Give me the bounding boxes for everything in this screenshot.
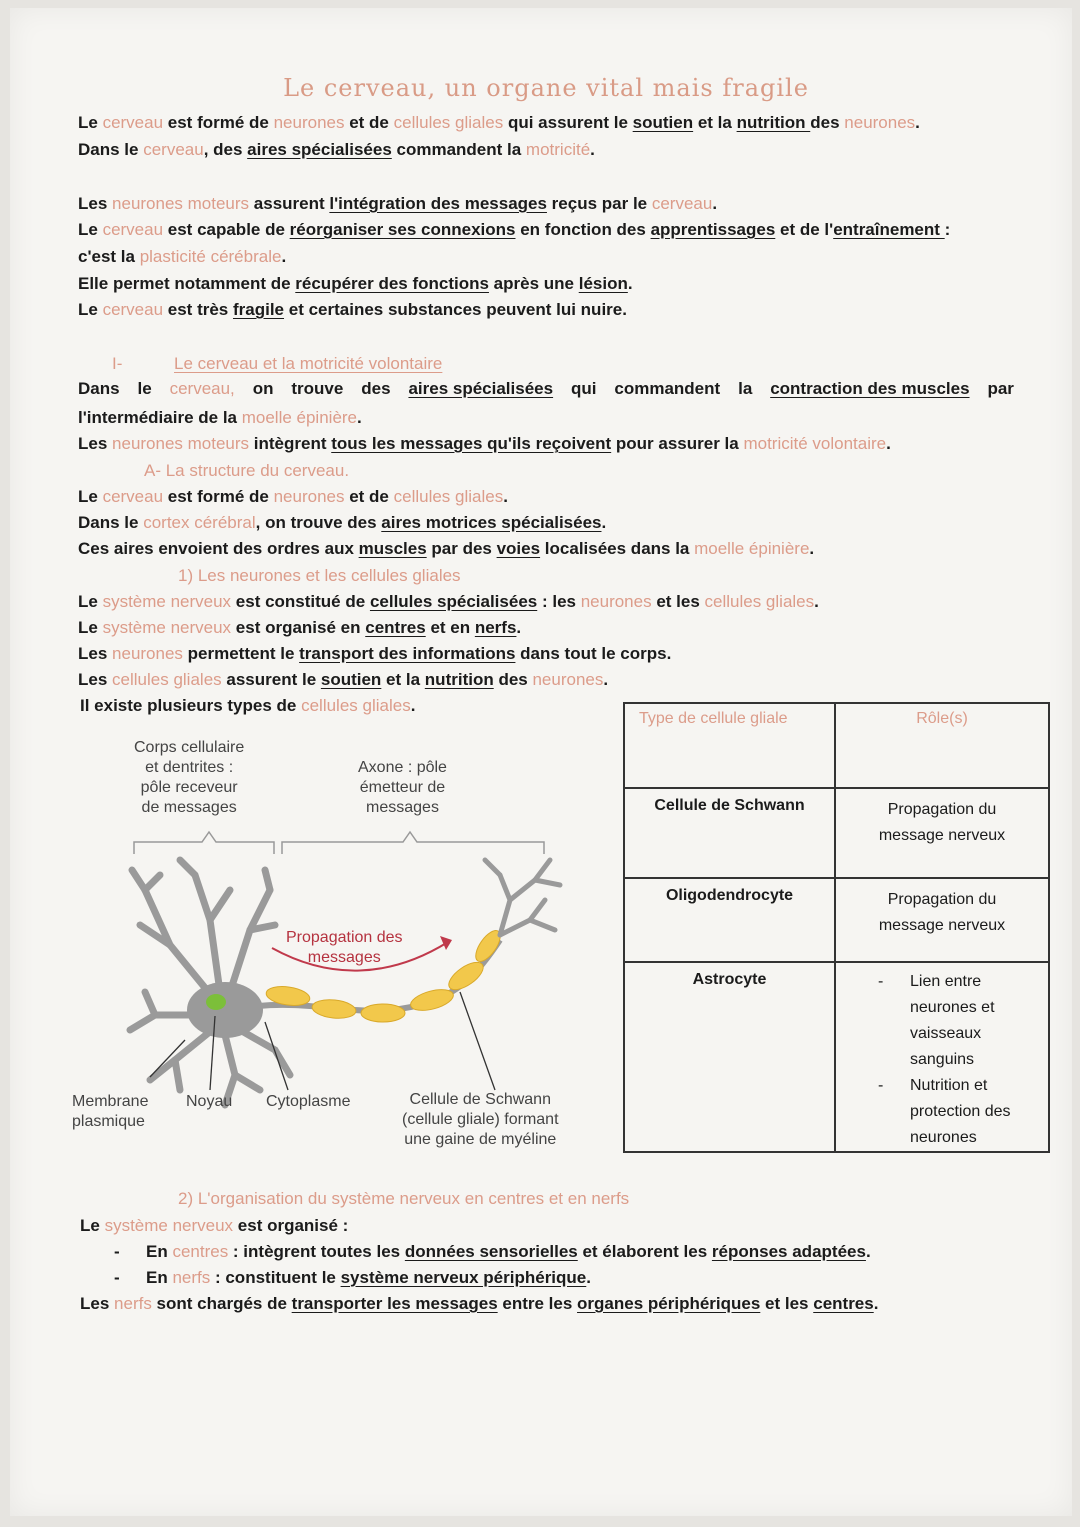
- bullet-dash: -: [114, 1268, 120, 1287]
- label-noyau: Noyau: [186, 1093, 233, 1110]
- intro-line-1: Le cerveau est formé de neurones et de cellules gliales qui assurent le soutien et la nutrition des neurones.: [78, 113, 920, 132]
- page-title: Le cerveau, un organe vital mais fragile: [283, 74, 809, 102]
- subsection-1-line-5: Il existe plusieurs types de cellules gliales.: [80, 696, 416, 715]
- subsection-2-heading: 2) L'organisation du système nerveux en centres et en nerfs: [178, 1189, 630, 1208]
- nucleus: [206, 994, 226, 1010]
- section-1-line-1: Dans le cerveau, on trouve des aires spécialisées qui commandent la contraction des muscles par: [78, 379, 1014, 398]
- bracket-axone: [282, 832, 544, 854]
- cell-type: Oligodendrocyte: [624, 878, 835, 962]
- role-item: - Lien entre neurones et vaisseaux sanguins: [836, 969, 1048, 1073]
- section-a-line-3: Ces aires envoient des ordres aux muscles par des voies localisées dans la moelle épinière.: [78, 539, 815, 558]
- table-row: [624, 878, 1049, 962]
- section-1-line-2: l'intermédiaire de la moelle épinière.: [78, 408, 362, 427]
- label-schwann: Cellule de Schwann (cellule gliale) formant une gaine de myéline: [402, 1091, 559, 1148]
- bullet-dash: -: [114, 1242, 120, 1261]
- header-type: Type de cellule gliale: [624, 703, 835, 788]
- bracket-corps: [134, 832, 274, 854]
- subsection-2-bullet-2: En nerfs : constituent le système nerveux périphérique.: [146, 1268, 591, 1287]
- table-row: [624, 788, 1049, 878]
- subsection-1-line-3: Les neurones permettent le transport des informations dans tout le corps.: [78, 644, 672, 663]
- label-axone: Axone : pôle émetteur de messages: [358, 759, 447, 816]
- section-a-line-1: Le cerveau est formé de neurones et de cellules gliales.: [78, 487, 508, 506]
- subsection-1-heading: 1) Les neurones et les cellules gliales: [178, 566, 461, 585]
- cell-type: Cellule de Schwann: [624, 788, 835, 878]
- cell-type: Astrocyte: [624, 962, 835, 1152]
- subsection-2-line-2: Les nerfs sont chargés de transporter les messages entre les organes périphériques et les centres.: [80, 1294, 879, 1313]
- subsection-2-line-1: Le système nerveux est organisé :: [80, 1216, 349, 1235]
- glial-cell-table: [623, 702, 1050, 1153]
- intro-line-5: c'est la plasticité cérébrale.: [78, 247, 287, 266]
- intro-line-6: Elle permet notamment de récupérer des fonctions après une lésion.: [78, 274, 633, 293]
- label-corps-cellulaire: Corps cellulaire et dentrites : pôle receveur de messages: [134, 739, 245, 816]
- propagation-arrowhead: [440, 936, 452, 950]
- axon-terminals: [485, 860, 560, 935]
- table-row: [624, 962, 1049, 1152]
- cell-role: [835, 962, 1049, 1152]
- intro-line-4: Le cerveau est capable de réorganiser ses connexions en fonction des apprentissages et de l'entraînement :: [78, 220, 951, 239]
- subsection-1-line-1: Le système nerveux est constitué de cellules spécialisées : les neurones et les cellules gliales.: [78, 592, 819, 611]
- label-cytoplasme: Cytoplasme: [266, 1093, 351, 1110]
- intro-line-2: Dans le cerveau, des aires spécialisées commandent la motricité.: [78, 140, 595, 159]
- label-membrane: Membrane plasmique: [72, 1093, 149, 1130]
- role-item: - Nutrition et protection des neurones: [836, 1073, 1048, 1151]
- subsection-1-line-4: Les cellules gliales assurent le soutien et la nutrition des neurones.: [78, 670, 609, 689]
- cell-role: Propagation du message nerveux: [835, 878, 1049, 962]
- intro-line-3: Les neurones moteurs assurent l'intégration des messages reçus par le cerveau.: [78, 194, 718, 213]
- cell-role: Propagation du message nerveux: [835, 788, 1049, 878]
- section-1-line-3: Les neurones moteurs intègrent tous les messages qu'ils reçoivent pour assurer la motricité volontaire.: [78, 434, 891, 453]
- subsection-1-line-2: Le système nerveux est organisé en centres et en nerfs.: [78, 618, 522, 637]
- section-a-heading: A- La structure du cerveau.: [144, 461, 350, 480]
- header-role: Rôle(s): [835, 703, 1049, 788]
- dendrites: [130, 860, 290, 1105]
- section-1-number: I-: [112, 354, 123, 373]
- cell-body: [187, 982, 263, 1038]
- label-propagation: Propagation des messages: [286, 929, 403, 966]
- section-a-line-2: Dans le cortex cérébral, on trouve des aires motrices spécialisées.: [78, 513, 607, 532]
- intro-line-7: Le cerveau est très fragile et certaines substances peuvent lui nuire.: [78, 300, 627, 319]
- section-1-heading: Le cerveau et la motricité volontaire: [174, 354, 443, 373]
- table-header-row: [624, 703, 1049, 788]
- subsection-2-bullet-1: En centres : intègrent toutes les données sensorielles et élaborent les réponses adaptées.: [146, 1242, 871, 1261]
